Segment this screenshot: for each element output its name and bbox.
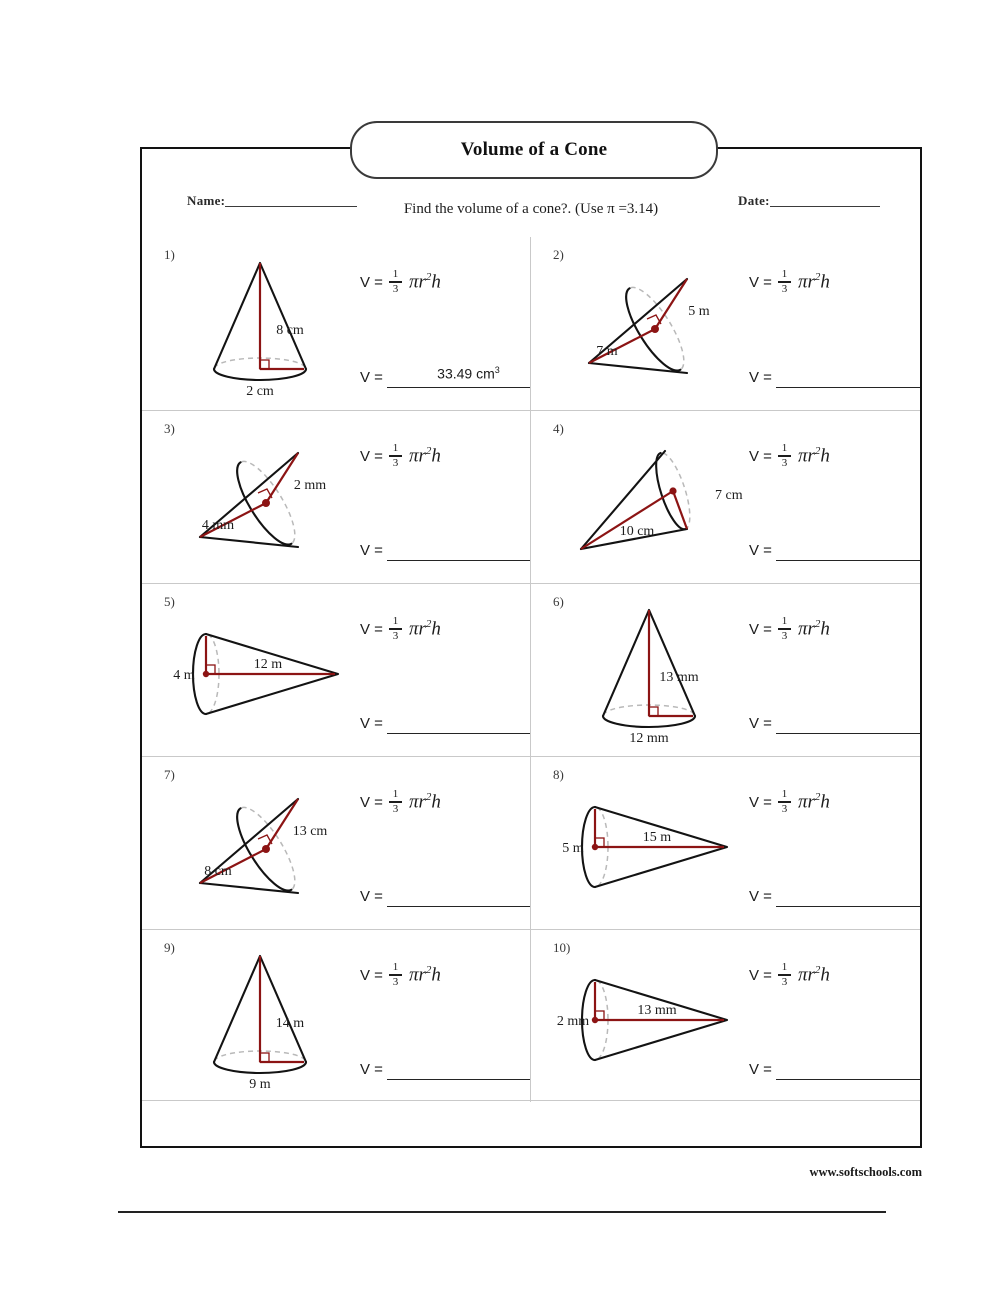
volume-formula <box>360 265 531 299</box>
fraction-denominator: 3 <box>392 803 399 816</box>
one-third-fraction <box>778 269 791 295</box>
formula-v-label: V = <box>360 620 383 638</box>
footer-site: www.softschools.com <box>809 1165 922 1179</box>
formula-expression: $\pi r^2h$ <box>797 617 830 640</box>
answer-v-label: V = <box>360 542 383 559</box>
fraction-numerator: 1 <box>392 267 399 280</box>
fraction-denominator: 3 <box>392 457 399 470</box>
answer-v-label: V = <box>749 888 772 905</box>
formula-v-label: V = <box>749 273 772 291</box>
formula-v-label: V = <box>749 620 772 638</box>
formula-expression: $\pi r^2h$ <box>797 963 830 986</box>
cone-figure <box>148 245 373 405</box>
problem-cell <box>142 237 531 410</box>
date-label: Date: <box>738 193 770 208</box>
cone-figure <box>148 419 373 579</box>
svg-text:14 m: 14 m <box>275 1016 305 1031</box>
answer-row <box>360 538 531 561</box>
problem-cell <box>142 410 531 583</box>
svg-text:13 cm: 13 cm <box>292 824 328 839</box>
volume-formula <box>749 958 920 992</box>
volume-formula <box>749 265 920 299</box>
problem-cell <box>531 410 920 583</box>
answer-v-label: V = <box>360 369 383 386</box>
answer-input[interactable] <box>776 365 920 388</box>
answer-input[interactable] <box>776 538 920 561</box>
formula-expression: $\pi r^2h$ <box>408 963 441 986</box>
fraction-denominator: 3 <box>781 283 788 296</box>
answer-row <box>360 884 531 907</box>
answer-v-label: V = <box>360 1061 383 1078</box>
svg-text:8 cm: 8 cm <box>204 864 232 879</box>
formula-expression: $\pi r^2h$ <box>408 270 441 293</box>
answer-v-label: V = <box>360 715 383 732</box>
svg-text:2 cm: 2 cm <box>246 384 274 399</box>
answer-row <box>749 1057 920 1080</box>
cone-figure <box>537 938 762 1098</box>
problem-number: 6) <box>553 594 564 609</box>
answer-v-label: V = <box>749 369 772 386</box>
instruction-text: Find the volume of a cone?. (Use π =3.14) <box>403 201 659 217</box>
volume-formula <box>749 785 920 819</box>
worksheet-title-badge <box>350 121 718 179</box>
svg-text:4 m: 4 m <box>173 668 195 683</box>
one-third-fraction <box>778 443 791 469</box>
answer-row <box>749 538 920 561</box>
fraction-denominator: 3 <box>781 630 788 643</box>
answer-row <box>360 365 531 388</box>
answer-row <box>360 1057 531 1080</box>
bottom-strip <box>142 1100 920 1146</box>
problem-number: 8) <box>553 767 564 782</box>
formula-expression: $\pi r^2h$ <box>797 270 830 293</box>
problem-cell <box>531 929 920 1102</box>
volume-formula <box>360 785 531 819</box>
one-third-fraction <box>389 789 402 815</box>
formula-v-label: V = <box>360 793 383 811</box>
cone-figure <box>537 592 762 752</box>
svg-text:4 mm: 4 mm <box>201 518 235 533</box>
fraction-denominator: 3 <box>392 976 399 989</box>
answer-v-label: V = <box>749 1061 772 1078</box>
fraction-numerator: 1 <box>392 441 399 454</box>
volume-formula <box>749 612 920 646</box>
answer-input[interactable] <box>776 711 920 734</box>
formula-v-label: V = <box>360 447 383 465</box>
problem-cell <box>142 756 531 929</box>
formula-v-label: V = <box>360 966 383 984</box>
problem-cell <box>142 929 531 1102</box>
volume-formula <box>749 439 920 473</box>
answer-input[interactable] <box>387 711 531 734</box>
worksheet-frame <box>140 147 922 1148</box>
problem-number: 5) <box>164 594 175 609</box>
formula-v-label: V = <box>749 447 772 465</box>
problem-number: 9) <box>164 940 175 955</box>
fraction-denominator: 3 <box>392 630 399 643</box>
one-third-fraction <box>778 789 791 815</box>
svg-text:5 m: 5 m <box>562 841 584 856</box>
fraction-numerator: 1 <box>392 960 399 973</box>
problem-number: 10) <box>553 940 571 955</box>
one-third-fraction <box>778 616 791 642</box>
footer-rule <box>118 1211 886 1213</box>
problem-cell <box>531 583 920 756</box>
formula-v-label: V = <box>749 966 772 984</box>
fraction-numerator: 1 <box>392 787 399 800</box>
svg-text:10 cm: 10 cm <box>619 524 655 539</box>
problem-cell <box>531 237 920 410</box>
formula-v-label: V = <box>360 273 383 291</box>
cone-figure <box>537 245 762 405</box>
cone-figure <box>148 765 373 925</box>
svg-text:13 mm: 13 mm <box>637 1003 677 1018</box>
svg-text:9 m: 9 m <box>249 1077 271 1092</box>
answer-v-label: V = <box>749 715 772 732</box>
one-third-fraction <box>389 443 402 469</box>
fraction-numerator: 1 <box>781 787 788 800</box>
fraction-denominator: 3 <box>392 283 399 296</box>
formula-v-label: V = <box>749 793 772 811</box>
cone-figure <box>537 419 762 579</box>
volume-formula <box>360 958 531 992</box>
fraction-denominator: 3 <box>781 803 788 816</box>
problem-number: 7) <box>164 767 175 782</box>
answer-input[interactable] <box>776 884 920 907</box>
svg-text:15 m: 15 m <box>642 830 672 845</box>
answer-row <box>749 365 920 388</box>
svg-text:12 mm: 12 mm <box>629 731 669 746</box>
formula-expression: $\pi r^2h$ <box>408 617 441 640</box>
problem-number: 1) <box>164 247 175 262</box>
fraction-denominator: 3 <box>781 976 788 989</box>
fraction-denominator: 3 <box>781 457 788 470</box>
name-label: Name: <box>187 193 226 208</box>
answer-input[interactable]: 33.49 $cm^3$ <box>387 365 531 388</box>
problem-cell <box>142 583 531 756</box>
one-third-fraction <box>389 269 402 295</box>
one-third-fraction <box>389 616 402 642</box>
fraction-numerator: 1 <box>781 441 788 454</box>
cone-figure <box>537 765 762 925</box>
svg-text:2 mm: 2 mm <box>293 478 327 493</box>
svg-text:12 m: 12 m <box>253 657 283 672</box>
cone-figure <box>148 938 373 1098</box>
problem-grid <box>142 237 920 1102</box>
volume-formula <box>360 612 531 646</box>
problem-cell <box>531 756 920 929</box>
svg-text:5 m: 5 m <box>688 304 710 319</box>
answer-input[interactable] <box>387 1057 531 1080</box>
answer-input[interactable] <box>387 884 531 907</box>
answer-v-label: V = <box>749 542 772 559</box>
problem-number: 2) <box>553 247 564 262</box>
formula-expression: $\pi r^2h$ <box>408 790 441 813</box>
page-title: Volume of a Cone <box>460 139 608 160</box>
one-third-fraction <box>778 962 791 988</box>
answer-row <box>749 884 920 907</box>
volume-formula <box>360 439 531 473</box>
answer-input[interactable] <box>776 1057 920 1080</box>
answer-input[interactable] <box>387 538 531 561</box>
svg-text:13 mm: 13 mm <box>659 670 699 685</box>
formula-expression: $\pi r^2h$ <box>797 444 830 467</box>
fraction-numerator: 1 <box>781 267 788 280</box>
problem-number: 3) <box>164 421 175 436</box>
svg-text:8 cm: 8 cm <box>276 323 304 338</box>
svg-text:2 mm: 2 mm <box>556 1014 590 1029</box>
fraction-numerator: 1 <box>781 614 788 627</box>
one-third-fraction <box>389 962 402 988</box>
svg-text:7 cm: 7 cm <box>715 488 743 503</box>
answer-row <box>360 711 531 734</box>
problem-number: 4) <box>553 421 564 436</box>
answer-row <box>749 711 920 734</box>
svg-text:7 m: 7 m <box>596 344 618 359</box>
fraction-numerator: 1 <box>392 614 399 627</box>
fraction-numerator: 1 <box>781 960 788 973</box>
formula-expression: $\pi r^2h$ <box>408 444 441 467</box>
formula-expression: $\pi r^2h$ <box>797 790 830 813</box>
cone-figure <box>148 592 373 752</box>
answer-v-label: V = <box>360 888 383 905</box>
